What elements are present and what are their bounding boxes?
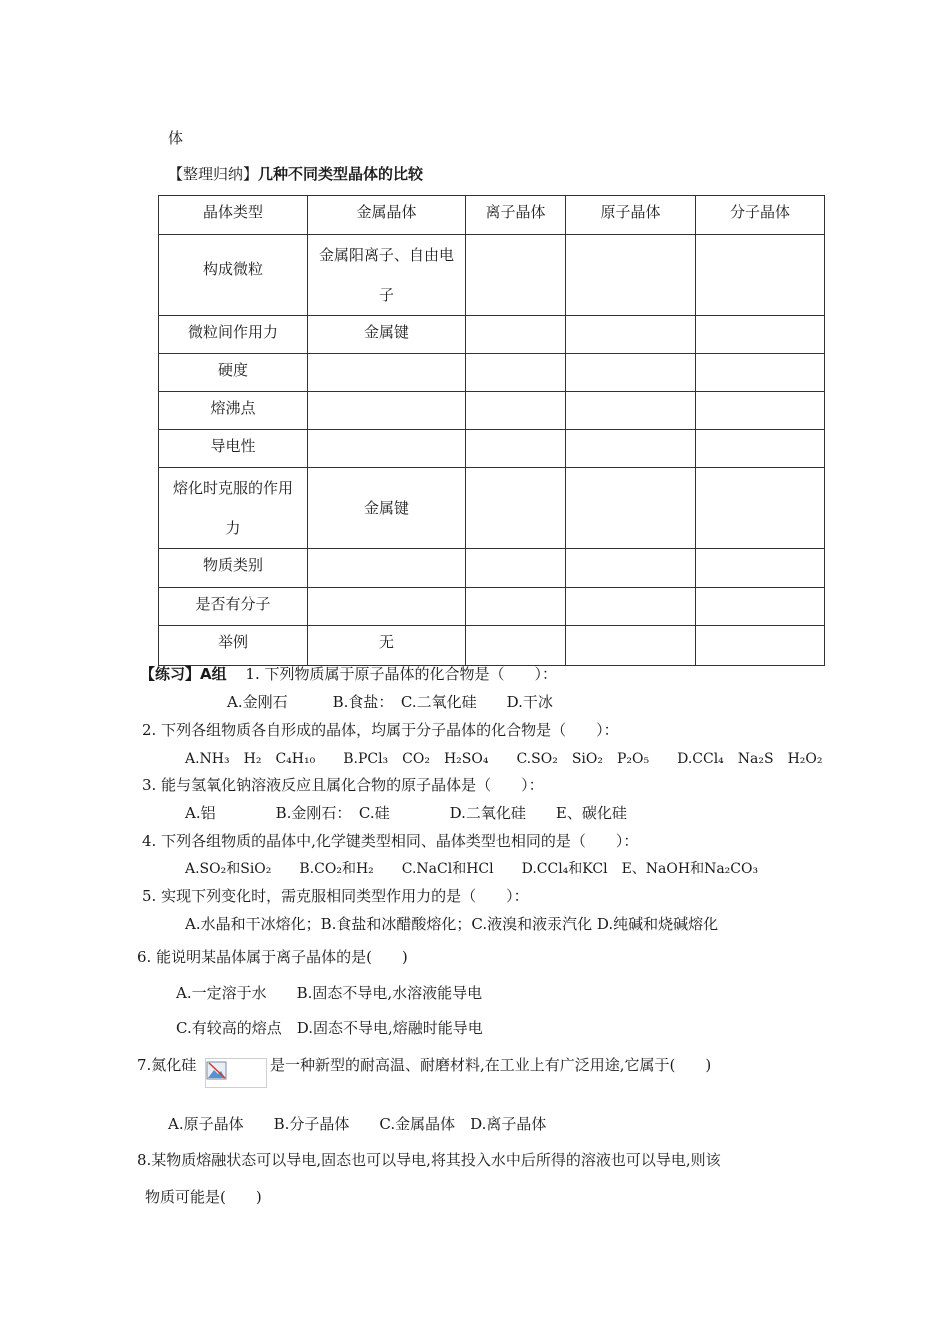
table-cell xyxy=(696,430,825,468)
table-cell xyxy=(566,549,696,588)
page-top-fragment: 体 xyxy=(168,129,184,147)
table-cell xyxy=(466,588,566,626)
table-cell xyxy=(566,392,696,430)
table-header-row xyxy=(159,196,825,235)
table-row xyxy=(159,430,825,468)
question-1-options: A.金刚石 B.食盐： C.二氧化硅 D.干冰 xyxy=(227,693,553,711)
practice-heading: 【练习】A组 xyxy=(140,665,227,683)
row-label: 构成微粒 xyxy=(159,235,308,316)
question-7-options: A.原子晶体 B.分子晶体 C.金属晶体 D.离子晶体 xyxy=(168,1115,547,1133)
metal-cell xyxy=(308,549,466,588)
table-row xyxy=(159,392,825,430)
table-row xyxy=(159,588,825,626)
table-cell xyxy=(696,392,825,430)
table-header-cell: 晶体类型 xyxy=(159,196,308,235)
table-cell xyxy=(466,468,566,549)
row-label: 举例 xyxy=(159,626,308,666)
table-cell xyxy=(566,468,696,549)
row-label: 硬度 xyxy=(159,354,308,392)
table-cell xyxy=(466,235,566,316)
table-cell xyxy=(696,549,825,588)
metal-cell xyxy=(308,430,466,468)
table-header-cell: 分子晶体 xyxy=(696,196,825,235)
summary-heading-bracket: 【整理归纳】 xyxy=(168,165,259,183)
broken-image-icon xyxy=(206,1061,228,1081)
metal-cell: 无 xyxy=(308,626,466,666)
metal-cell: 金属阳离子、自由电子 xyxy=(308,235,466,316)
question-1: 1. 下列物质属于原子晶体的化合物是（ ）： xyxy=(245,665,557,683)
metal-cell xyxy=(308,588,466,626)
question-4: 4. 下列各组物质的晶体中,化学键类型相同、晶体类型也相同的是（ ）： xyxy=(142,832,639,850)
table-row xyxy=(159,549,825,588)
table-row xyxy=(159,354,825,392)
table-cell xyxy=(466,354,566,392)
table-header-cell: 原子晶体 xyxy=(566,196,696,235)
question-7-prefix: 7.氮化硅 xyxy=(137,1056,197,1074)
metal-cell: 金属键 xyxy=(308,316,466,354)
row-label: 熔沸点 xyxy=(159,392,308,430)
table-header-cell: 金属晶体 xyxy=(308,196,466,235)
table-header-cell: 离子晶体 xyxy=(466,196,566,235)
practice-q1-line xyxy=(140,663,557,684)
table-cell xyxy=(696,626,825,666)
question-8-line-1: 8.某物质熔融状态可以导电,固态也可以导电,将其投入水中后所得的溶液也可以导电,则该 xyxy=(137,1151,721,1169)
table-cell xyxy=(566,354,696,392)
table-cell xyxy=(696,588,825,626)
table-cell xyxy=(466,430,566,468)
question-4-options: A.SO₂和SiO₂ B.CO₂和H₂ C.NaCl和HCl D.CCl₄和KCl E、NaOH和Na₂CO₃ xyxy=(185,861,759,877)
crystal-comparison-table xyxy=(158,195,825,666)
table-row xyxy=(159,468,825,549)
table-cell xyxy=(696,468,825,549)
table-cell xyxy=(696,235,825,316)
row-label: 是否有分子 xyxy=(159,588,308,626)
table-cell xyxy=(566,235,696,316)
table-cell xyxy=(466,392,566,430)
summary-heading-title: 几种不同类型晶体的比较 xyxy=(258,165,424,183)
table-cell xyxy=(466,316,566,354)
table-cell xyxy=(566,588,696,626)
question-2: 2. 下列各组物质各自形成的晶体，均属于分子晶体的化合物是（ ）： xyxy=(142,721,619,739)
table-cell xyxy=(566,316,696,354)
table-cell xyxy=(566,430,696,468)
metal-cell xyxy=(308,354,466,392)
table-cell xyxy=(566,626,696,666)
table-cell xyxy=(466,549,566,588)
question-5: 5. 实现下列变化时，需克服相同类型作用力的是（ ）： xyxy=(142,887,529,905)
table-cell xyxy=(696,316,825,354)
question-8-line-2: 物质可能是( ) xyxy=(145,1188,262,1206)
question-6-options-2: C.有较高的熔点 D.固态不导电,熔融时能导电 xyxy=(176,1019,483,1037)
row-label: 导电性 xyxy=(159,430,308,468)
broken-image-placeholder xyxy=(205,1058,267,1088)
table-cell xyxy=(466,626,566,666)
table-row xyxy=(159,235,825,316)
row-label: 物质类别 xyxy=(159,549,308,588)
table-cell xyxy=(696,354,825,392)
table-row xyxy=(159,316,825,354)
question-7-text: 是一种新型的耐高温、耐磨材料,在工业上有广泛用途,它属于( ) xyxy=(270,1056,712,1074)
question-3: 3. 能与氢氧化钠溶液反应且属化合物的原子晶体是（ ）： xyxy=(142,776,544,794)
question-6: 6. 能说明某晶体属于离子晶体的是( ) xyxy=(137,948,408,966)
question-2-options: A.NH₃ H₂ C₄H₁₀ B.PCl₃ CO₂ H₂SO₄ C.SO₂ SiO₂ P₂O₅ D.CCl₄ Na₂S H₂O₂ xyxy=(185,751,823,767)
question-6-options-1: A.一定溶于水 B.固态不导电,水溶液能导电 xyxy=(176,984,483,1002)
question-3-options: A.铝 B.金刚石： C.硅 D.二氧化硅 E、碳化硅 xyxy=(185,804,627,822)
metal-cell: 金属键 xyxy=(308,468,466,549)
table-row xyxy=(159,626,825,666)
row-label: 熔化时克服的作用力 xyxy=(159,468,308,549)
row-label: 微粒间作用力 xyxy=(159,316,308,354)
summary-heading xyxy=(168,163,423,184)
question-5-options: A.水晶和干冰熔化；B.食盐和冰醋酸熔化；C.液溴和液汞汽化 D.纯碱和烧碱熔化 xyxy=(185,915,719,933)
metal-cell xyxy=(308,392,466,430)
